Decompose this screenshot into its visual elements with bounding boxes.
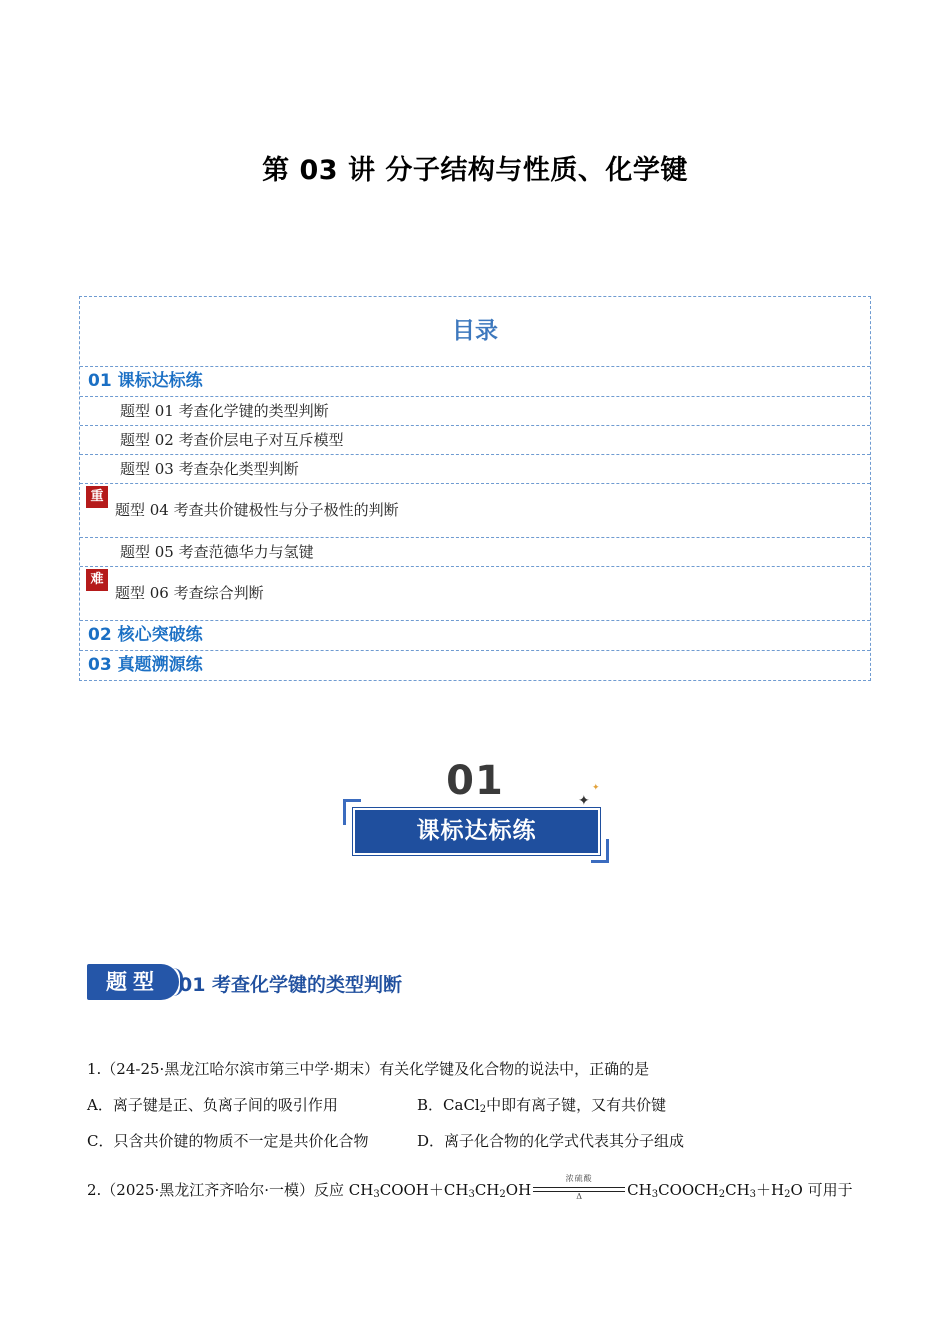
question-1-stem: 1.（24-25·黑龙江哈尔滨市第三中学·期末）有关化学键及化合物的说法中，正确的是 [87, 1060, 650, 1078]
toc-item-1[interactable]: 题型 01 考查化学键的类型判断 [120, 402, 329, 420]
toc-section-2[interactable]: 02 核心突破练 [88, 625, 203, 645]
question-2-stem: 2.（2025·黑龙江齐齐哈尔·一模）反应 $CH_3COOH+CH_3CH_2OH$ 浓硫酸 Δ $CH_3COOCH_2CH_3+H_2O$ 可用于 [87, 1174, 853, 1201]
toc-item-row[interactable] [80, 484, 870, 538]
catalyst-label: 浓硫酸 [565, 1174, 593, 1183]
subscript: 2 [479, 1104, 487, 1115]
toc-section-3[interactable]: 03 真题溯源练 [88, 655, 203, 675]
toc-heading: 目录 [452, 318, 498, 344]
toc-item-row[interactable] [80, 426, 870, 455]
toc-item-3[interactable]: 题型 03 考查杂化类型判断 [120, 460, 299, 478]
sparkle-icon: ✦ [592, 783, 600, 793]
question-type-title: 01 考查化学键的类型判断 [179, 974, 403, 996]
sparkle-icon: ✦ [578, 793, 590, 809]
reversible-arrow-icon [531, 1174, 627, 1201]
toc-item-row[interactable] [80, 538, 870, 567]
toc-header [80, 297, 870, 367]
difficult-badge: 难 [86, 569, 108, 591]
toc-item-row[interactable] [80, 455, 870, 484]
toc-section-row[interactable] [80, 367, 870, 397]
toc-section-row[interactable] [80, 651, 870, 680]
toc-item-5[interactable]: 题型 05 考查范德华力与氢键 [120, 543, 314, 561]
option-b-text: B．CaCl [417, 1096, 480, 1114]
toc-item-row[interactable] [80, 567, 870, 621]
page-title: 第 03 讲 分子结构与性质、化学键 [262, 155, 688, 186]
section-banner-label: 课标达标练 [353, 808, 600, 855]
q2-text: 可用于 [807, 1181, 853, 1199]
toc-item-row[interactable] [80, 397, 870, 426]
question-type-tag: 题型 [87, 964, 179, 1000]
question-1-option-b[interactable] [417, 1094, 666, 1115]
toc-item-6[interactable]: 题型 06 考查综合判断 [115, 584, 264, 602]
toc-section-row[interactable] [80, 621, 870, 651]
heat-label: Δ [576, 1192, 583, 1201]
q2-text: CH [627, 1181, 652, 1199]
question-1-option-a[interactable]: A．离子键是正、负离子间的吸引作用 [87, 1096, 338, 1114]
section-number: 01 [446, 758, 504, 804]
important-badge: 重 [86, 486, 108, 508]
q2-text: 2.（2025·黑龙江齐齐哈尔·一模）反应 CH [87, 1181, 374, 1199]
option-b-text: 中即有离子键，又有共价键 [486, 1096, 667, 1114]
toc-section-1[interactable]: 01 课标达标练 [88, 371, 203, 391]
toc-item-4[interactable]: 题型 04 考查共价键极性与分子极性的判断 [115, 501, 399, 519]
question-1-option-c[interactable]: C．只含共价键的物质不一定是共价化合物 [87, 1132, 369, 1150]
table-of-contents [79, 296, 871, 681]
question-type-header [87, 964, 487, 1002]
toc-item-2[interactable]: 题型 02 考查价层电子对互斥模型 [120, 431, 344, 449]
question-1-option-d[interactable]: D．离子化合物的化学式代表其分子组成 [417, 1132, 685, 1150]
section-banner [343, 783, 613, 867]
